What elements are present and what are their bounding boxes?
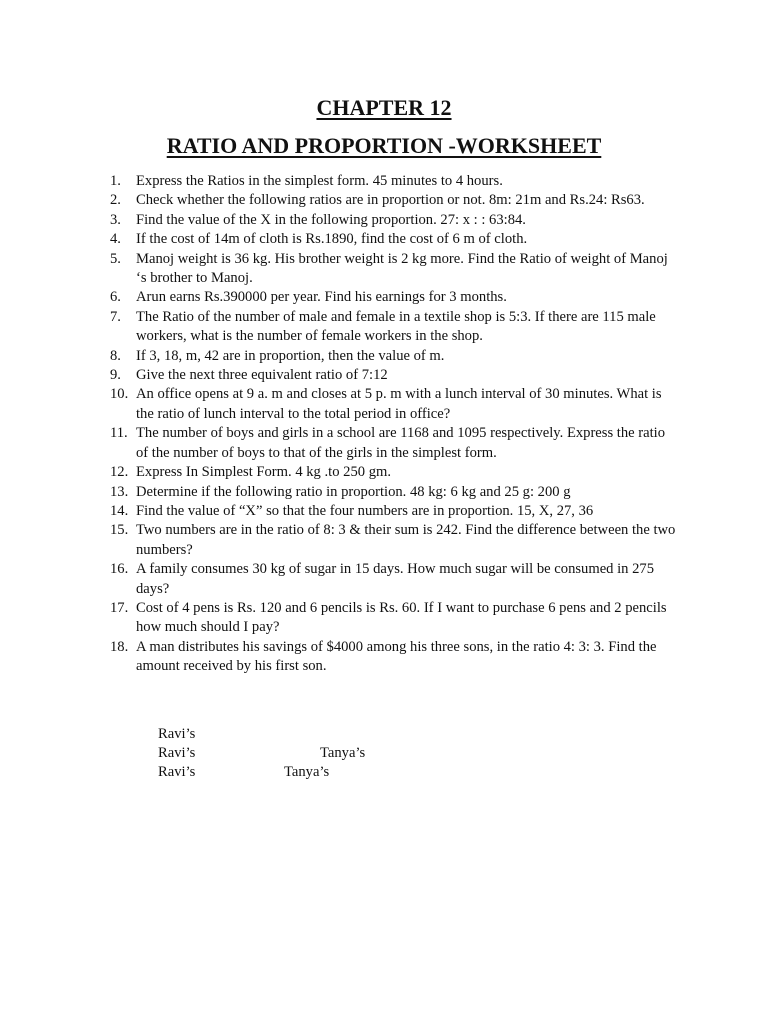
question-text: If 3, 18, m, 42 are in proportion, then the value of m. (136, 347, 445, 364)
question-number: 7. (110, 308, 121, 325)
question-text: Check whether the following ratios are in proportion or not. 8m: 21m and Rs.24: Rs63. (136, 192, 645, 209)
chapter-heading: CHAPTER 12 (316, 95, 452, 120)
question-number: 8. (110, 347, 121, 364)
question-text: Arun earns Rs.390000 per year. Find his earnings for 3 months. (136, 289, 507, 306)
question-number: 4. (110, 231, 121, 248)
question-number: 2. (110, 192, 121, 209)
question-item (110, 366, 680, 385)
question-text: Find the value of the X in the following proportion. 27: x : : 63:84. (136, 211, 526, 228)
question-item (110, 424, 680, 463)
question-text: Determine if the following ratio in proportion. 48 kg: 6 kg and 25 g: 200 g (136, 483, 571, 500)
question-number: 9. (110, 367, 121, 384)
question-number: 3. (110, 211, 121, 228)
question-number: 11. (110, 425, 128, 442)
question-number: 13. (110, 483, 129, 500)
question-number: 12. (110, 464, 129, 481)
question-item (110, 230, 680, 249)
question-number: 5. (110, 250, 121, 267)
question-text: Express In Simplest Form. 4 kg .to 250 gm. (136, 464, 391, 481)
name-label: Ravi’s (158, 764, 196, 780)
question-number: 6. (110, 289, 121, 306)
names-row (158, 725, 458, 744)
question-item (110, 172, 680, 191)
question-text: Two numbers are in the ratio of 8: 3 & their sum is 242. Find the difference between the two numbers? (136, 522, 676, 558)
question-item (110, 560, 680, 599)
worksheet-title: RATIO AND PROPORTION -WORKSHEET (166, 133, 602, 158)
names-row (158, 763, 458, 782)
question-item (110, 638, 680, 677)
question-text: A man distributes his savings of $4000 among his three sons, in the ratio 4: 3: 3. Find the amount received by his first son. (136, 638, 657, 675)
question-item (110, 521, 680, 560)
question-text: Find the value of “X” so that the four numbers are in proportion. 15, X, 27, 36 (136, 502, 594, 519)
question-number: 1. (110, 173, 121, 189)
question-item (110, 308, 680, 347)
question-text: Express the Ratios in the simplest form. 45 minutes to 4 hours. (136, 173, 503, 189)
question-item (110, 599, 680, 638)
name-label: Tanya’s (284, 764, 330, 780)
names-row (158, 744, 458, 763)
question-item (110, 191, 680, 210)
names-block (158, 725, 458, 782)
name-label: Ravi’s (158, 745, 196, 761)
name-label: Ravi’s (158, 726, 196, 742)
question-item (110, 483, 680, 502)
question-item (110, 502, 680, 521)
question-item (110, 250, 680, 289)
question-number: 17. (110, 599, 129, 616)
question-text: A family consumes 30 kg of sugar in 15 days. How much sugar will be consumed in 275 days? (136, 561, 655, 597)
question-text: An office opens at 9 a. m and closes at 5 p. m with a lunch interval of 30 minutes. What is the ratio of lunch interval to the total period in office? (136, 386, 662, 422)
question-item (110, 385, 680, 424)
question-item (110, 463, 680, 482)
question-number: 10. (110, 386, 129, 403)
question-text: If the cost of 14m of cloth is Rs.1890, find the cost of 6 m of cloth. (136, 231, 528, 248)
question-item (110, 347, 680, 366)
question-item (110, 288, 680, 307)
question-number: 16. (110, 561, 129, 578)
question-text: The number of boys and girls in a school are 1168 and 1095 respectively. Express the ratio of the number of boys to that of the girls in the simplest form. (136, 425, 666, 461)
question-number: 14. (110, 502, 129, 519)
question-item (110, 211, 680, 230)
question-list (110, 172, 680, 677)
question-text: Manoj weight is 36 kg. His brother weight is 2 kg more. Find the Ratio of weight of Manoj ‘s brother to Manoj. (136, 250, 668, 287)
question-text: The Ratio of the number of male and female in a textile shop is 5:3. If there are 115 male workers, what is the number of female workers in the shop. (136, 308, 656, 345)
question-number: 18. (110, 638, 129, 655)
name-label: Tanya’s (320, 745, 366, 761)
question-number: 15. (110, 522, 129, 539)
question-text: Give the next three equivalent ratio of 7:12 (136, 367, 388, 384)
question-text: Cost of 4 pens is Rs. 120 and 6 pencils is Rs. 60. If I want to purchase 6 pens and 2 pencils how much should I pay? (136, 599, 667, 636)
